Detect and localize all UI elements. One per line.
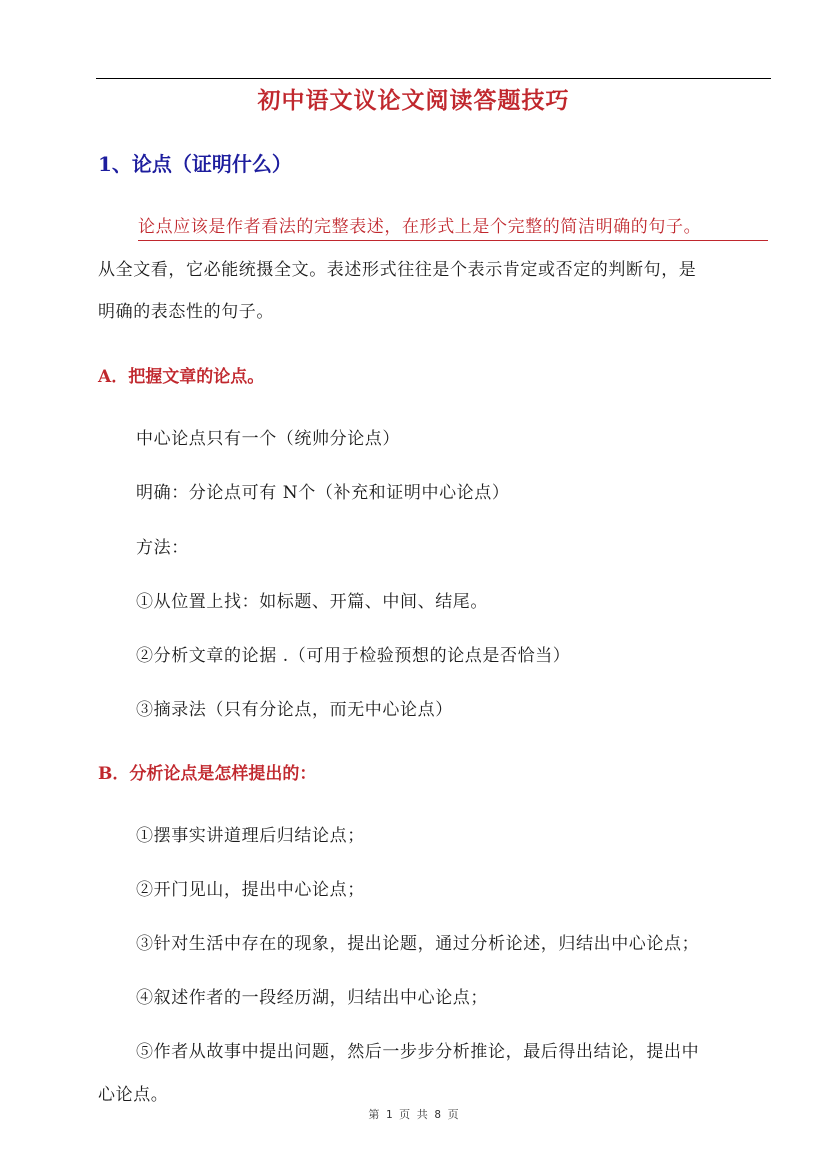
part-b-item: ①摆事实讲道理后归结论点；: [136, 826, 365, 846]
page-footer: 第 1 页 共 8 页: [368, 1108, 459, 1121]
part-b-item: ③针对生活中存在的现象，提出论题，通过分析论述，归结出中心论点；: [136, 934, 700, 954]
header-rule: [96, 78, 771, 79]
definition-underline: [138, 240, 768, 241]
thesis-definition-line-2: 从全文看，它必能统摄全文。表述形式往往是个表示肯定或否定的判断句，是: [98, 260, 697, 280]
part-b-item: ⑤作者从故事中提出问题，然后一步步分析推论，最后得出结论，提出中: [136, 1042, 700, 1062]
subheading-a: A．把握文章的论点。: [98, 367, 265, 387]
part-a-item: ①从位置上找：如标题、开篇、中间、结尾。: [136, 592, 488, 612]
subheading-b: B．分析论点是怎样提出的：: [98, 764, 317, 784]
part-a-item: ③摘录法（只有分论点，而无中心论点）: [136, 700, 453, 720]
document-title: 初中语文议论文阅读答题技巧: [257, 87, 570, 114]
part-a-item: 方法：: [136, 538, 189, 558]
section-heading-thesis: 1、论点（证明什么）: [98, 152, 292, 176]
part-b-item: ④叙述作者的一段经历湖，归结出中心论点；: [136, 988, 488, 1008]
part-b-item-continuation: 心论点。: [98, 1085, 169, 1105]
thesis-definition-underlined: 论点应该是作者看法的完整表述，在形式上是个完整的简洁明确的句子。: [138, 217, 702, 237]
part-a-item: 中心论点只有一个（统帅分论点）: [136, 429, 400, 449]
part-a-item: 明确：分论点可有 N个（补充和证明中心论点）: [136, 483, 510, 503]
thesis-definition-line-3: 明确的表态性的句子。: [98, 302, 274, 322]
part-a-item: ②分析文章的论据 .（可用于检验预想的论点是否恰当）: [136, 646, 571, 666]
part-b-item: ②开门见山，提出中心论点；: [136, 880, 365, 900]
